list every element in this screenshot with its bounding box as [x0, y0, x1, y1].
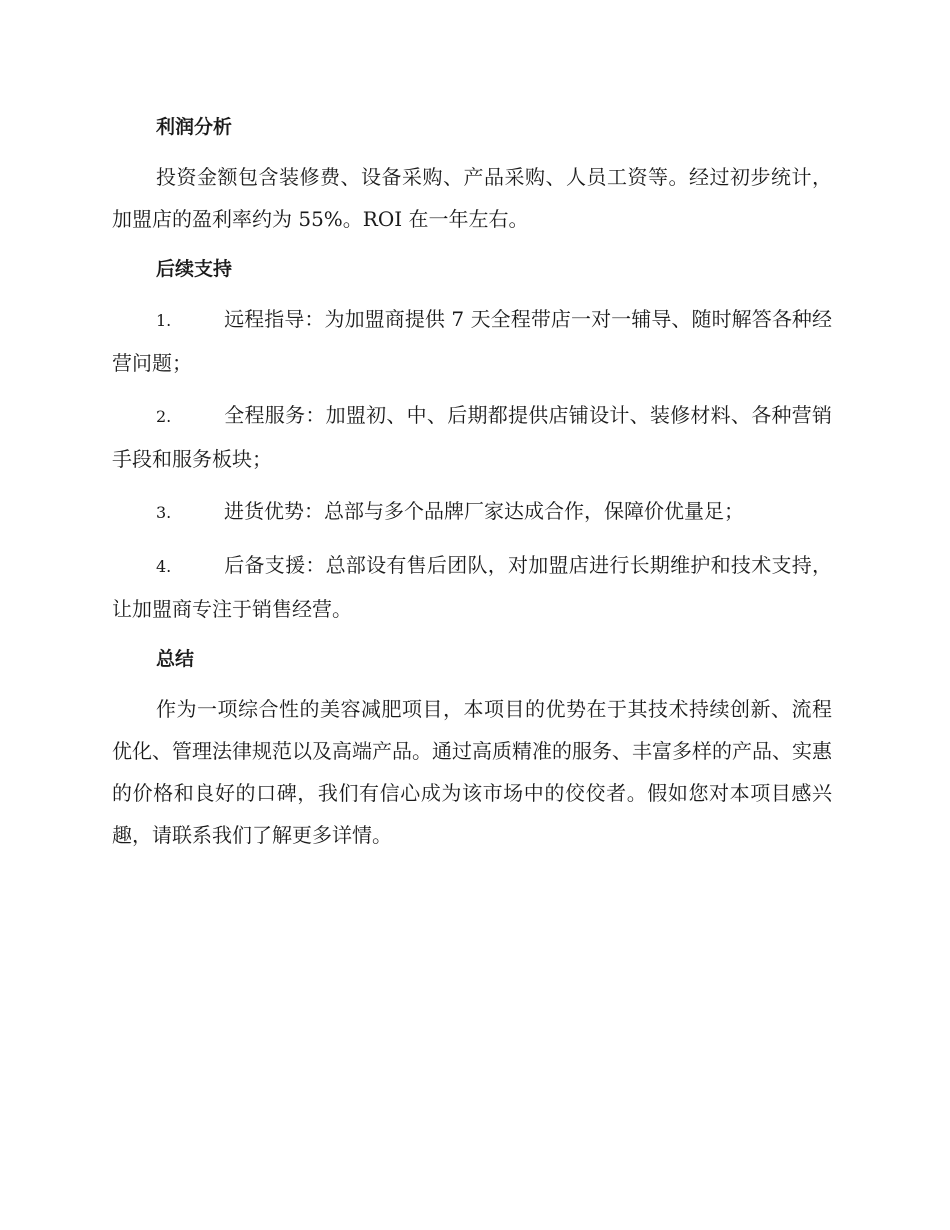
list-item-text: 后备支援：总部设有售后团队，对加盟店进行长期维护和技术支持，让加盟商专注于销售经营。: [112, 553, 832, 621]
list-item-number: 3.: [156, 503, 172, 522]
list-item-text: 进货优势：总部与多个品牌厂家达成合作，保障价优量足；: [224, 499, 744, 523]
list-item: [112, 544, 832, 630]
list-item: [112, 490, 832, 534]
list-item: [112, 394, 832, 480]
list-item-text: 远程指导：为加盟商提供 7 天全程带店一对一辅导、随时解答各种经营问题；: [112, 307, 832, 375]
section-heading-support: 后续支持: [156, 258, 233, 280]
summary-paragraph: 作为一项综合性的美容减肥项目，本项目的优势在于其技术持续创新、流程优化、管理法律规范以及高端产品。通过高质精准的服务、丰富多样的产品、实惠的价格和良好的口碑，我们有信心成为该市场中的佼佼者。假如您对本项目感兴趣，请联系我们了解更多详情。: [112, 697, 832, 847]
section-heading-profit: 利润分析: [156, 116, 233, 138]
list-item-number: 1.: [156, 311, 172, 330]
list-item-number: 2.: [156, 407, 172, 426]
profit-paragraph: 投资金额包含装修费、设备采购、产品采购、人员工资等。经过初步统计，加盟店的盈利率约为 55%。ROI 在一年左右。: [112, 165, 832, 231]
section-heading-summary: 总结: [156, 648, 195, 670]
list-item: [112, 298, 832, 384]
list-item-number: 4.: [156, 557, 172, 576]
list-item-text: 全程服务：加盟初、中、后期都提供店铺设计、装修材料、各种营销手段和服务板块；: [112, 403, 832, 471]
document-page: [112, 108, 832, 866]
